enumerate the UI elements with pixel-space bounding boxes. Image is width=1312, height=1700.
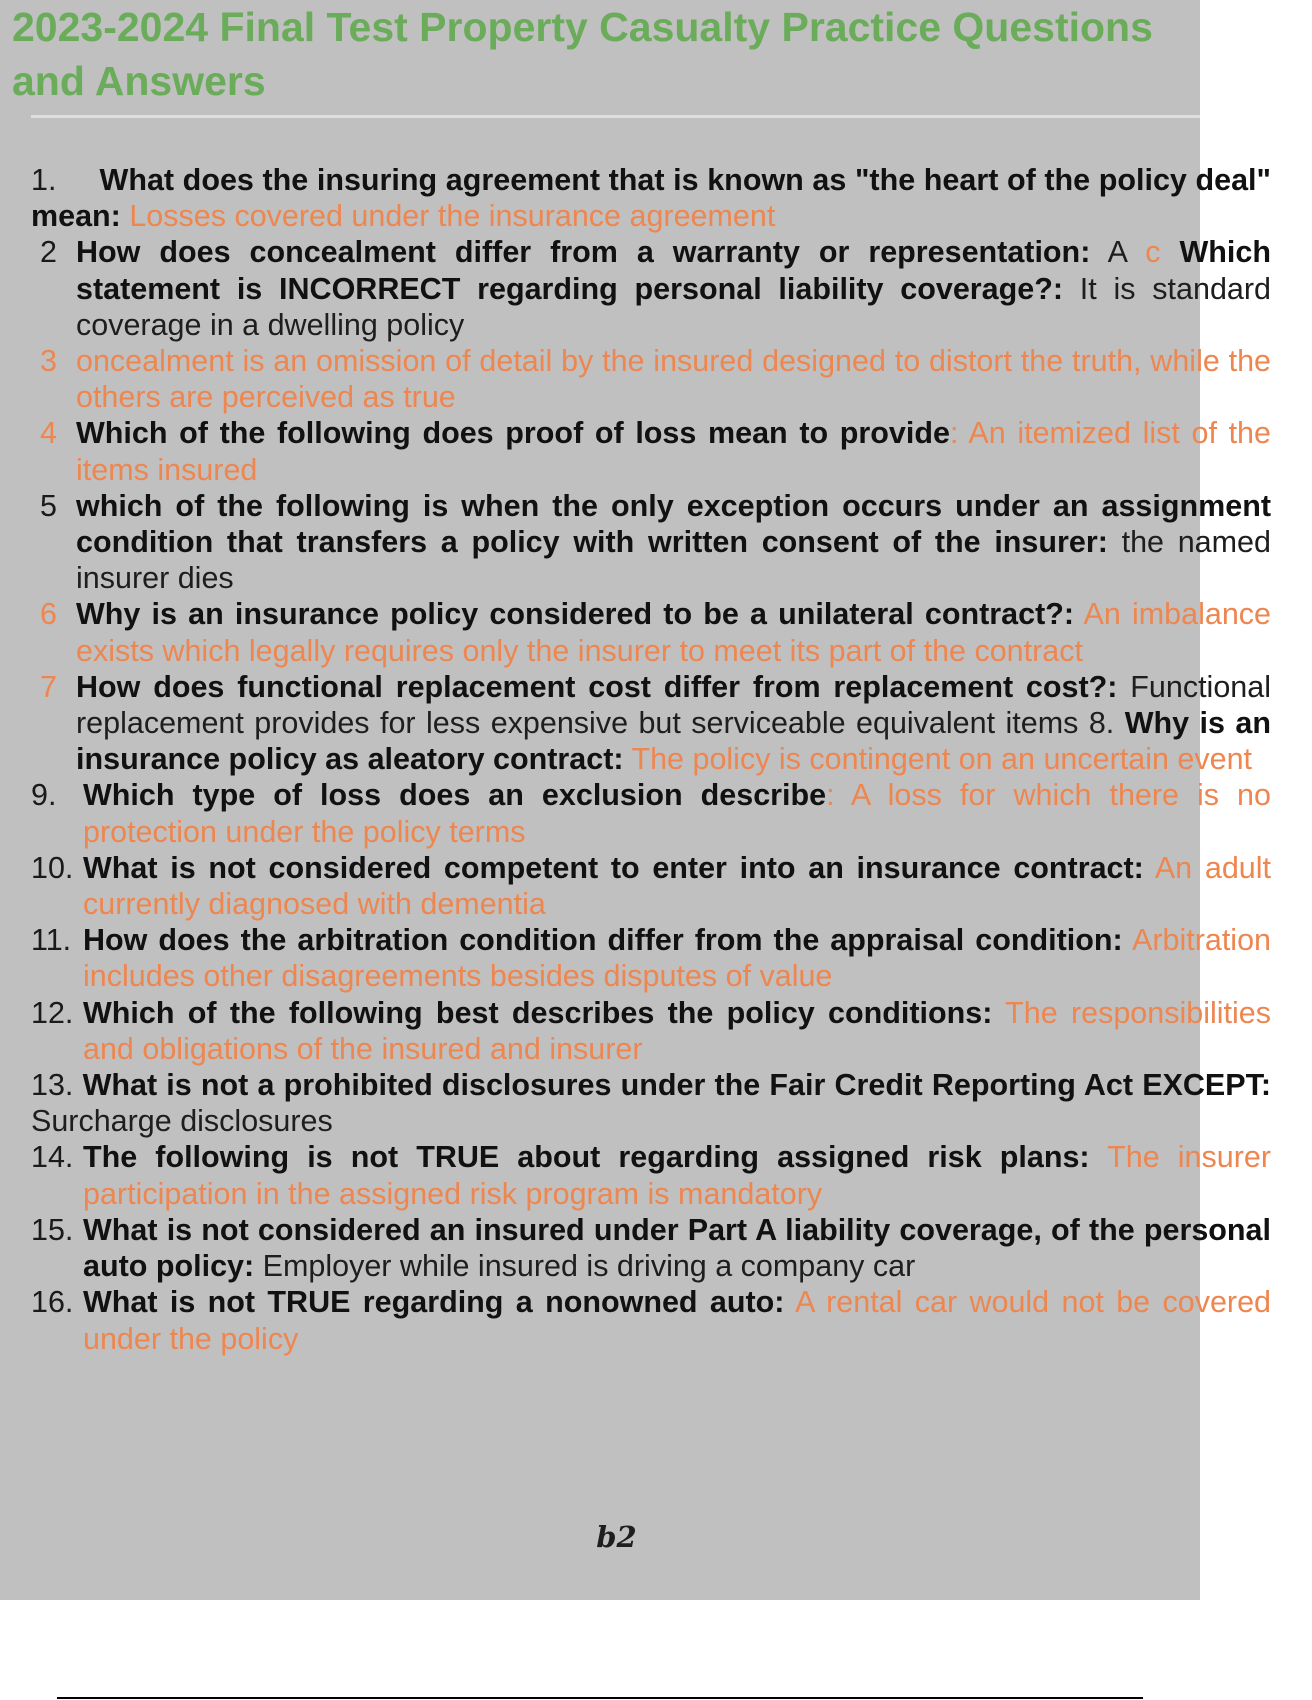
question-item-9: [31, 777, 1271, 849]
question-text: How does functional replacement cost differ from replacement cost?:: [76, 669, 1118, 704]
bottom-divider: [57, 1697, 1143, 1699]
question-number: 15.: [31, 1212, 74, 1247]
question-number: 6: [40, 597, 57, 632]
question-text: What is not considered competent to enter into an insurance contract:: [83, 850, 1144, 885]
question-item-7: [31, 669, 1271, 778]
question-text: What is not TRUE regarding a nonowned auto:: [83, 1285, 785, 1320]
answer-text: the named insurer dies: [76, 525, 1271, 596]
merged-answer-text: It is standard coverage in a dwelling policy: [76, 271, 1271, 342]
title-divider: [31, 115, 1200, 118]
stray-answer-fragment: c: [1145, 235, 1161, 270]
question-item-14: [31, 1139, 1271, 1211]
question-number: 4: [40, 416, 57, 451]
answer-text: The insurer participation in the assigned risk program is mandatory: [83, 1140, 1271, 1211]
title-line-1: 2023-2024 Final Test Property Casualty Practice Questions: [12, 4, 1153, 50]
merged-question-text: Why is an insurance policy as aleatory contract:: [76, 706, 1271, 777]
answer-text: A rental car would not be covered under the policy: [83, 1285, 1271, 1356]
question-item-1: [31, 162, 1271, 234]
answer-text: : An itemized list of the items insured: [76, 416, 1271, 487]
question-text: Which of the following best describes the policy conditions:: [83, 995, 993, 1030]
answer-text: : A loss for which there is no protection under the policy terms: [83, 778, 1271, 849]
question-text: Why is an insurance policy considered to be a unilateral contract?:: [76, 597, 1075, 632]
document-title: [12, 0, 1312, 108]
question-text: What does the insuring agreement that is known as "the heart of the policy deal" mean:: [31, 163, 1271, 234]
question-item-4: [31, 415, 1271, 487]
question-text: which of the following is when the only exception occurs under an assignment condition that transfers a policy with written consent of the insurer:: [76, 488, 1271, 560]
question-item-16: [31, 1284, 1271, 1356]
question-number: 10.: [31, 850, 74, 885]
question-text: How does concealment differ from a warranty or representation:: [76, 235, 1091, 270]
answer-text: Arbitration includes other disagreements besides disputes of value: [83, 923, 1271, 994]
question-number: 3: [40, 344, 57, 379]
question-text: Which type of loss does an exclusion describe: [83, 778, 827, 813]
question-item-6: [31, 596, 1271, 668]
question-number: 9.: [31, 778, 57, 813]
question-text: How does the arbitration condition differ from the appraisal condition:: [83, 923, 1123, 958]
question-item-12: [31, 995, 1271, 1067]
question-list: [31, 162, 1271, 1357]
question-text: What is not considered an insured under Part A liability coverage, of the personal auto policy:: [83, 1212, 1271, 1284]
question-number: 2: [40, 235, 57, 270]
answer-text: An imbalance exists which legally requires only the insurer to meet its part of the contract: [76, 597, 1271, 668]
question-item-3: [31, 343, 1271, 415]
answer-text: The responsibilities and obligations of the insured and insurer: [83, 995, 1271, 1066]
answer-text: Employer while insured is driving a company car: [262, 1249, 916, 1284]
question-item-10: [31, 850, 1271, 922]
merged-answer-text: The policy is contingent on an uncertain event: [631, 742, 1253, 777]
question-item-13: [31, 1067, 1271, 1139]
question-item-5: [31, 488, 1271, 597]
title-line-2: and Answers: [12, 58, 266, 104]
merged-question-text: Which statement is INCORRECT regarding personal liability coverage?:: [76, 235, 1271, 306]
question-number: 14.: [31, 1140, 74, 1175]
merged-question-number: 8.: [1088, 706, 1115, 741]
page-number-label: b2: [596, 1520, 637, 1554]
question-number: 1.: [31, 163, 57, 197]
question-text: Which of the following does proof of loss mean to provide: [76, 416, 950, 451]
answer-text: Losses covered under the insurance agreement: [129, 199, 776, 234]
question-text: What is not a prohibited disclosures under the Fair Credit Reporting Act EXCEPT:: [82, 1068, 1272, 1103]
answer-text: oncealment is an omission of detail by the insured designed to distort the truth, while the others are perceived as true: [76, 344, 1271, 415]
answer-text: Surcharge disclosures: [31, 1104, 333, 1139]
question-item-15: [31, 1212, 1271, 1284]
question-item-2: [31, 234, 1271, 343]
question-number: 7: [40, 669, 57, 704]
answer-text: A: [1107, 235, 1127, 270]
question-number: 13.: [31, 1068, 74, 1103]
answer-text: Functional replacement provides for less expensive but serviceable equivalent items: [76, 669, 1271, 741]
question-number: 5: [40, 488, 57, 523]
question-number: 12.: [31, 995, 74, 1030]
question-number: 11.: [31, 923, 72, 958]
question-text: The following is not TRUE about regarding assigned risk plans:: [83, 1140, 1090, 1175]
question-number: 16.: [31, 1285, 74, 1320]
answer-text: An adult currently diagnosed with dementia: [83, 850, 1271, 922]
question-item-11: [31, 922, 1271, 994]
